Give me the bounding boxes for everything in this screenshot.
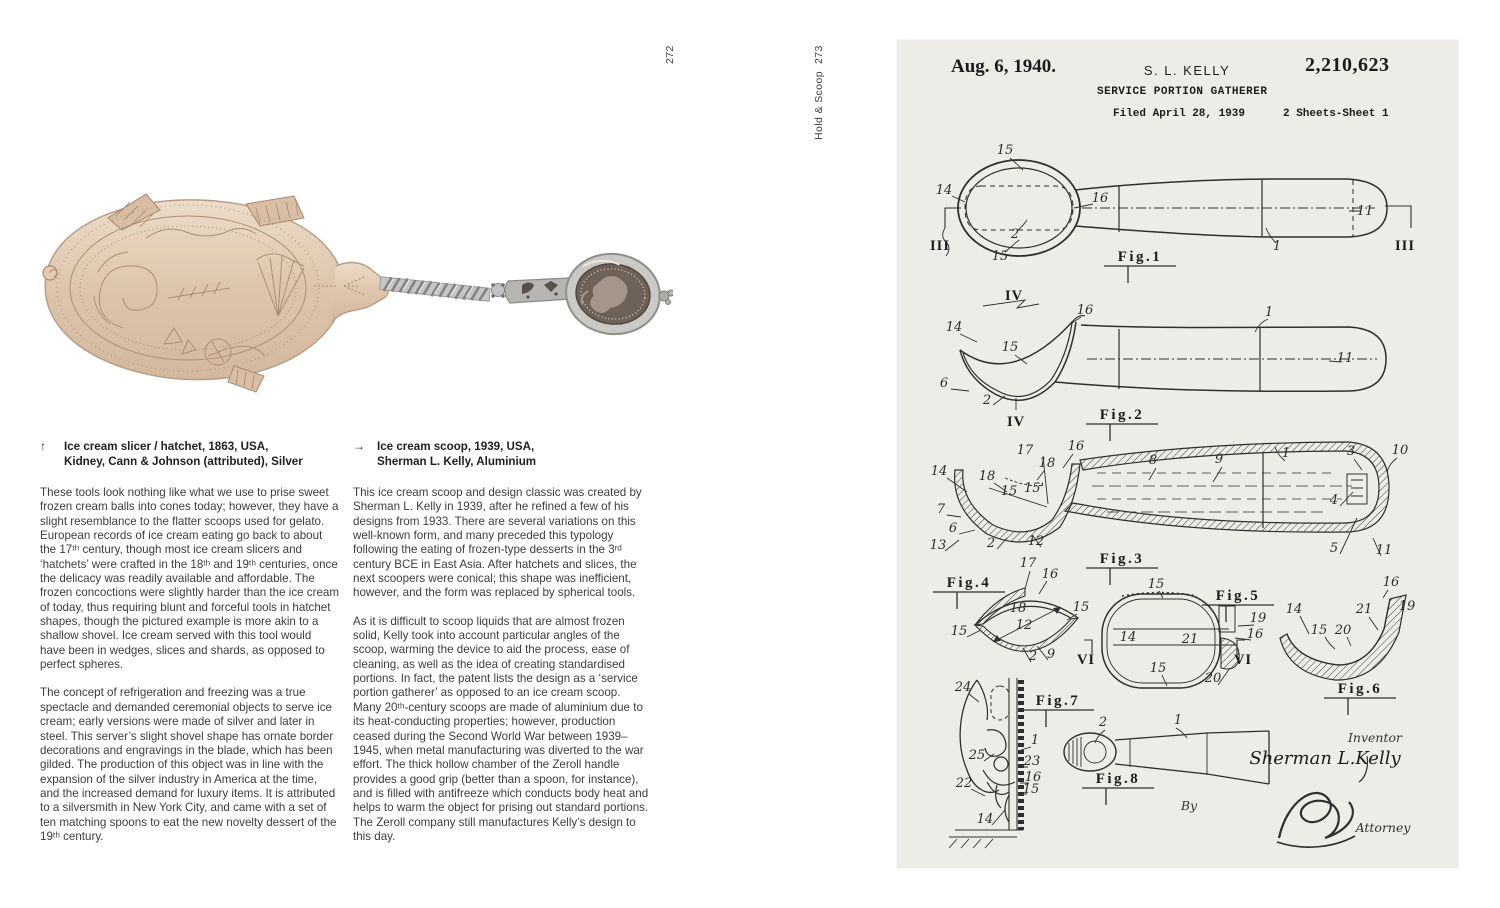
part-number: 24 — [954, 680, 972, 695]
column-1 — [40, 486, 339, 858]
part-number: 6 — [948, 521, 958, 536]
patent-title: SERVICE PORTION GATHERER — [1097, 86, 1268, 98]
part-number: 20 — [1204, 671, 1222, 686]
section-marker: VI — [1076, 652, 1096, 668]
part-number: 9 — [1214, 452, 1224, 467]
part-number: 8 — [1148, 453, 1158, 468]
slicer-blade — [43, 194, 389, 392]
patent-filed-date: Filed April 28, 1939 — [1112, 108, 1246, 120]
section-marker: IV — [1004, 288, 1024, 304]
part-number: 14 — [976, 812, 994, 827]
handle-finial — [491, 249, 673, 340]
part-number: 12 — [1015, 618, 1033, 633]
part-number: 1 — [1173, 713, 1183, 728]
patent-fig8 — [1064, 728, 1269, 805]
caption-slicer-line2: Kidney, Cann & Johnson (attributed), Silver — [64, 455, 303, 468]
part-number: 18 — [1038, 456, 1056, 471]
figure-caption: Fig.5 — [1215, 588, 1261, 604]
caption-slicer-line1: Ice cream slicer / hatchet, 1863, USA, — [64, 440, 269, 453]
part-number: 15 — [1310, 623, 1328, 638]
part-number: 2 — [1098, 715, 1108, 730]
figure-caption: Fig.3 — [1099, 551, 1145, 567]
part-number: 1 — [1030, 733, 1040, 748]
script-text: By — [1180, 798, 1198, 813]
patent-date: Aug. 6, 1940. — [951, 56, 1057, 77]
part-number: 17 — [1016, 443, 1034, 458]
part-number: 15 — [1000, 484, 1018, 499]
part-number: 14 — [935, 183, 953, 198]
patent-fig5 — [1084, 591, 1274, 688]
figure-caption: Fig.4 — [946, 575, 992, 591]
patent-number: 2,210,623 — [1305, 54, 1390, 76]
caption-scoop-line2: Sherman L. Kelly, Aluminium — [377, 455, 537, 468]
caption-scoop-line1: Ice cream scoop, 1939, USA, — [377, 440, 535, 453]
part-number: 11 — [1336, 351, 1354, 366]
part-number: 16 — [1024, 770, 1042, 785]
section-marker: III — [930, 238, 950, 254]
part-number: 25 — [968, 748, 986, 763]
patent-sheet-count: 2 Sheets-Sheet 1 — [1283, 108, 1389, 120]
attorney-signature — [1279, 793, 1353, 838]
part-number: 12 — [1027, 534, 1045, 549]
column1-paragraph2: The concept of refrigeration and freezing was a true spectacle and demanded ceremonial objects to serve ice cream; early versions were made of silver and later in steel. This server’s slight shovel shape has ornate border decorations and engravings in the blade, which has been gilded. The production of this object was in line with the expansion of the silver industry in America at the time, and the increased demand for luxury items. It is attributed to a silversmith in New York City, and came with a set of ten matching spoons to eat the new novelty dessert of the 19ᵗʰ century. — [40, 686, 337, 843]
part-number: 16 — [1382, 575, 1400, 590]
part-number: 1 — [1281, 446, 1291, 461]
patent-applicant: S. L. KELLY — [1143, 63, 1231, 78]
part-number: 11 — [1375, 543, 1393, 558]
part-number: 1 — [1264, 305, 1274, 320]
part-number: 15 — [1149, 661, 1167, 676]
patent-sheet — [897, 40, 1458, 868]
part-number: 15 — [1022, 782, 1040, 797]
part-number: 13 — [929, 538, 947, 553]
part-number: 23 — [1023, 754, 1041, 769]
section-marker: VI — [1233, 652, 1253, 668]
rope-handle — [379, 277, 490, 302]
part-number: 14 — [930, 464, 948, 479]
column2-paragraph1: This ice cream scoop and design classic was created by Sherman L. Kelly in 1939, after he refined a few of his designs from 1933. There are several variations on this well-known form, and many preceded this typology following the eating of frozen-type desserts in the 3ʳᵈ century BCE in East Asia. After hatchets and slices, the next scoopers were conical; this shape was inefficient, however, and the form was replaced by spherical tools. — [353, 486, 642, 600]
part-number: 14 — [1119, 630, 1137, 645]
caption-scoop — [353, 439, 657, 469]
figure-caption: Fig.6 — [1337, 681, 1383, 697]
part-number: 19 — [1249, 611, 1267, 626]
part-number: 14 — [945, 320, 963, 335]
part-number: 19 — [1398, 599, 1416, 614]
right-arrow-icon: → — [353, 439, 365, 453]
column1-paragraph1: These tools look nothing like what we use to prise sweet frozen cream balls into cones today; however, they have a slight resemblance to the flatter scoops used for gelato. European records of ice cream eating go back to about the 17ᵗʰ century, though most ice cream slicers and ‘hatchets’ were crafted in the 18ᵗʰ and 19ᵗʰ centuries, once the delicacy was readily available and affordable. The frozen concoctions were slightly harder than the ice cream of today, thus requiring blunt and forceful tools in hatchet shapes, though the pictured example is more akin to a shallow shovel. Ice cream served with this tool would have been in wedges, slices and shards, as opposed to perfect spheres. — [40, 486, 340, 672]
part-number: 15 — [950, 624, 968, 639]
part-number: 21 — [1355, 602, 1373, 617]
part-number: 14 — [1285, 602, 1303, 617]
part-number: 21 — [1181, 632, 1199, 647]
part-number: 15 — [991, 249, 1009, 264]
part-number: 1 — [1272, 239, 1282, 254]
part-number: 10 — [1391, 443, 1409, 458]
part-number: 2 — [1028, 649, 1038, 664]
part-number: 16 — [1067, 439, 1085, 454]
part-number: 11 — [1356, 204, 1374, 219]
part-number: 17 — [1019, 556, 1037, 571]
part-number: 15 — [1147, 577, 1165, 592]
part-number: 6 — [939, 376, 949, 391]
figure-caption: Fig.7 — [1035, 693, 1081, 709]
part-number: 16 — [1076, 303, 1094, 318]
part-number: 4 — [1329, 493, 1339, 508]
part-number: 5 — [1329, 541, 1339, 556]
part-number: 9 — [1046, 647, 1056, 662]
part-number: 22 — [955, 776, 973, 791]
caption-slicer — [40, 439, 344, 469]
part-number: 2 — [986, 536, 996, 551]
patent-annotations — [930, 143, 1416, 835]
up-arrow-icon: ↑ — [40, 439, 46, 453]
section-running-head: Hold & Scoop — [813, 70, 825, 140]
part-number: 20 — [1334, 623, 1352, 638]
script-text: Inventor — [1347, 730, 1403, 745]
left-page-folio: 272 — [664, 45, 676, 64]
figure-caption: Fig.2 — [1099, 407, 1145, 423]
part-number: 15 — [996, 143, 1014, 158]
part-number: 15' — [1023, 481, 1045, 496]
script-text: Attorney — [1355, 820, 1411, 835]
part-number: 16 — [1246, 627, 1264, 642]
part-number: 18 — [978, 469, 996, 484]
column-2 — [353, 486, 652, 858]
part-number: 16 — [1091, 191, 1109, 206]
ice-cream-slicer-photo — [28, 176, 673, 408]
inventor-signature: Sherman L.Kelly — [1249, 748, 1401, 769]
part-number: 15 — [1001, 340, 1019, 355]
medallion — [561, 249, 664, 340]
patent-fig3 — [945, 442, 1397, 585]
patent-drawing — [897, 40, 1458, 868]
right-page-folio: 273 — [813, 45, 825, 64]
part-number: 18 — [1009, 601, 1027, 616]
figure-caption: Fig.8 — [1095, 771, 1141, 787]
part-number: 15 — [1072, 600, 1090, 615]
part-number: 3 — [1346, 444, 1356, 459]
section-marker: IV — [1006, 414, 1026, 430]
column2-paragraph2: As it is difficult to scoop liquids that are almost frozen solid, Kelly took into account particular angles of the scoop, warming the device to aid the process, ease of cleaning, as well as the idea of creating standardised portions. In fact, the patent lists the design as a ‘service portion gatherer’ as opposed to an ice cream scoop. Many 20ᵗʰ-century scoops are made of aluminium due to its heat-conducting properties; however, production ceased during the Second World War between 1939–1945, when metal manufacturing was diverted to the war effort. The thick hollow chamber of the Zeroll handle provides a good grip (better than a spoon, for instance), and is filled with antifreeze which conducts body heat and helps to warm the object for prising out standard portions. The Zeroll company still manufactures Kelly’s design to this day. — [353, 614, 649, 843]
section-marker: III — [1395, 238, 1415, 254]
part-number: 2 — [1010, 227, 1020, 242]
part-number: 7 — [936, 502, 946, 517]
part-number: 2 — [982, 393, 992, 408]
part-number: 16 — [1041, 567, 1059, 582]
figure-caption: Fig.1 — [1117, 249, 1163, 265]
